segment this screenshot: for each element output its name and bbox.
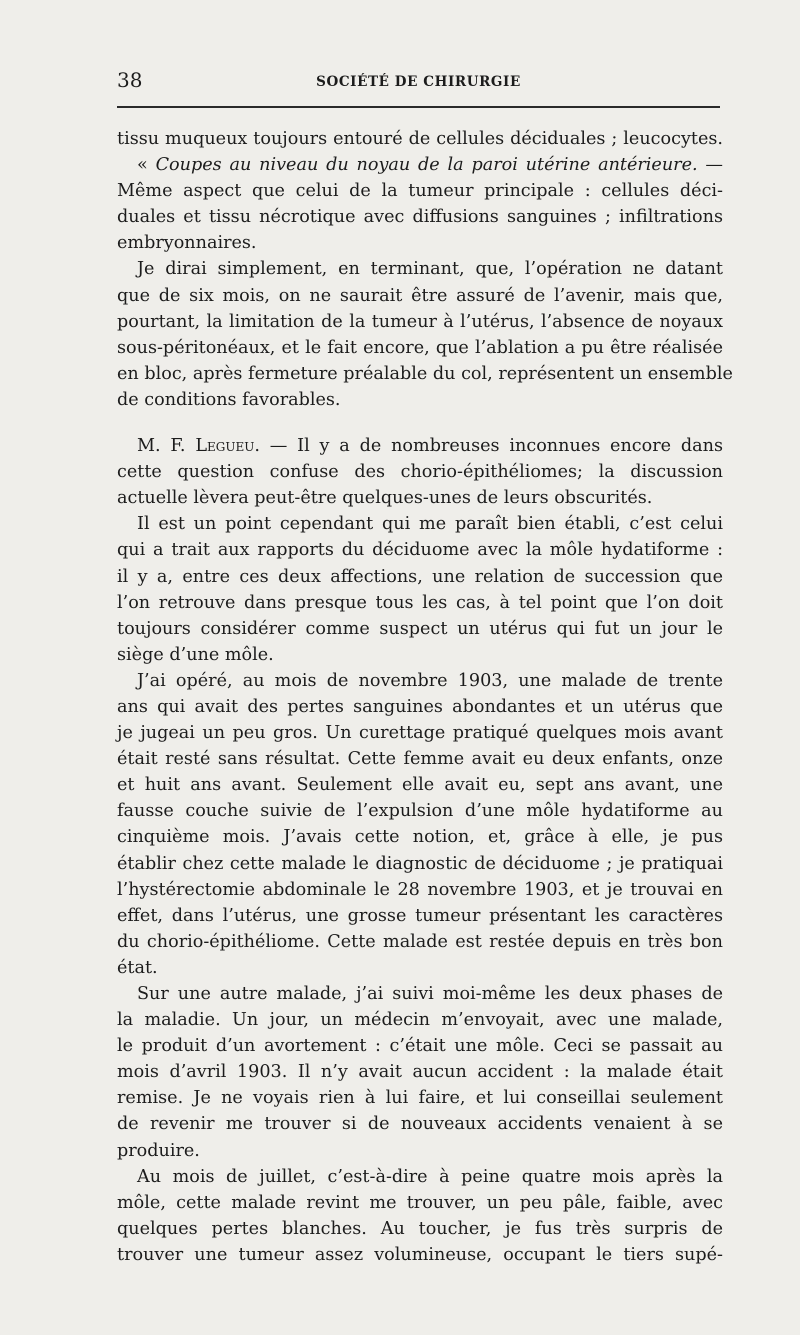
text-line: fausse couche suivie de l’expulsion d’une môle hydatiforme au (117, 801, 723, 822)
text-line: état. (117, 957, 158, 978)
text-line: remise. Je ne voyais rien à lui faire, et lui conseillai seulement (117, 1088, 723, 1109)
text-line: embryonnaires. (117, 233, 257, 254)
text-line: « Coupes au niveau du noyau de la paroi utérine antérieure. — (137, 155, 723, 176)
header-rule (117, 106, 720, 108)
text-line: qui a trait aux rapports du déciduome avec la môle hydatiforme : (117, 540, 723, 561)
text-line: môle, cette malade revint me trouver, un peu pâle, faible, avec (117, 1192, 723, 1213)
text-line: établir chez cette malade le diagnostic de déciduome ; je pratiquai (117, 853, 723, 874)
text-line: M. F. Legueu. — Il y a de nombreuses inconnues encore dans (137, 436, 723, 457)
text-line: produire. (117, 1140, 200, 1161)
text-line: et huit ans avant. Seulement elle avait eu, sept ans avant, une (117, 775, 723, 796)
text-line: l’hystérectomie abdominale le 28 novembre 1903, et je trouvai en (117, 879, 723, 900)
text-line: pourtant, la limitation de la tumeur à l’utérus, l’absence de noyaux (117, 311, 723, 332)
text-line: la maladie. Un jour, un médecin m’envoyait, avec une malade, (117, 1010, 723, 1031)
page-number: 38 (117, 68, 143, 92)
text-line: J’ai opéré, au mois de novembre 1903, une malade de trente (137, 670, 723, 691)
text-line: le produit d’un avortement : c’était une môle. Ceci se passait au (117, 1036, 723, 1057)
text-line: trouver une tumeur assez volumineuse, occupant le tiers supé- (117, 1244, 723, 1265)
text-line: Au mois de juillet, c’est-à-dire à peine quatre mois après la (137, 1166, 723, 1187)
running-title: SOCIÉTÉ DE CHIRURGIE (316, 74, 521, 90)
text-line: de conditions favorables. (117, 389, 341, 410)
text-line: cette question confuse des chorio-épithéliomes; la discussion (117, 462, 723, 483)
text-line: sous-péritonéaux, et le fait encore, que l’ablation a pu être réalisée (117, 337, 723, 358)
text-line: Sur une autre malade, j’ai suivi moi-même les deux phases de (137, 984, 723, 1004)
text-line: siège d’une môle. (117, 644, 274, 665)
text-line: actuelle lèvera peut-être quelques-unes de leurs obscurités. (117, 488, 653, 509)
text-line: que de six mois, on ne saurait être assuré de l’avenir, mais que, (117, 285, 723, 306)
text-line: mois d’avril 1903. Il n’y avait aucun accident : la malade était (117, 1062, 723, 1083)
text-line: ans qui avait des pertes sanguines abondantes et un utérus que (117, 696, 723, 717)
text-line: du chorio-épithéliome. Cette malade est restée depuis en très bon (117, 931, 723, 952)
text-line: était resté sans résultat. Cette femme avait eu deux enfants, onze (117, 749, 723, 770)
text-line: en bloc, après fermeture préalable du col, représentent un ensemble (117, 363, 733, 384)
text-line: tissu muqueux toujours entouré de cellules déciduales ; leucocytes. (117, 129, 723, 149)
body-text (117, 126, 733, 1268)
text-line: effet, dans l’utérus, une grosse tumeur présentant les caractères (117, 905, 723, 926)
text-line: je jugeai un peu gros. Un curettage pratiqué quelques mois avant (117, 723, 723, 744)
text-line: toujours considérer comme suspect un utérus qui fut un jour le (117, 618, 723, 639)
text-line: quelques pertes blanches. Au toucher, je fus très surpris de (117, 1218, 723, 1239)
text-line: de revenir me trouver si de nouveaux accidents venaient à se (117, 1114, 723, 1135)
text-line: duales et tissu nécrotique avec diffusions sanguines ; infiltrations (117, 207, 723, 228)
speaker-name: Legueu (195, 436, 255, 457)
text-line: il y a, entre ces deux affections, une relation de succession que (117, 566, 723, 587)
italic-heading: Coupes au niveau du noyau de la paroi utérine antérieure. (155, 155, 698, 176)
text-line: Je dirai simplement, en terminant, que, l’opération ne datant (137, 259, 723, 280)
text-line: Même aspect que celui de la tumeur principale : cellules déci- (117, 181, 723, 202)
text-line: Il est un point cependant qui me paraît bien établi, c’est celui (137, 514, 723, 535)
text-line: l’on retrouve dans presque tous les cas, à tel point que l’on doit (117, 592, 723, 613)
text-line: cinquième mois. J’avais cette notion, et, grâce à elle, je pus (117, 827, 723, 848)
page-header (117, 66, 720, 100)
